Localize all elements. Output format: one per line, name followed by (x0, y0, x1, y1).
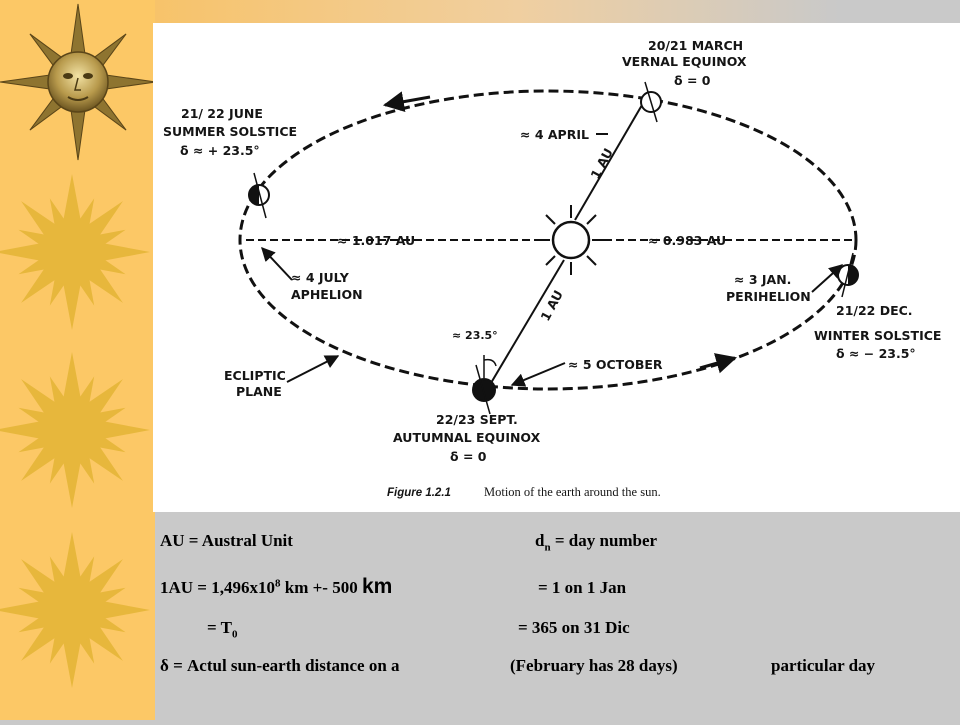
autumnal-date-label: 22/23 SEPT. (436, 412, 518, 427)
t0-subscript: 0 (231, 628, 238, 641)
summer-delta-label: δ ≈ + 23.5° (180, 143, 260, 158)
summer-name-label: SUMMER SOLSTICE (163, 124, 298, 139)
sun-icon (0, 508, 155, 712)
ecliptic-label: ECLIPTIC (224, 368, 286, 383)
vernal-date-label: 20/21 MARCH (648, 38, 744, 53)
plane-label: PLANE (236, 384, 282, 399)
perihelion-distance-label: ≈ 0.983 AU (648, 233, 727, 248)
delta-definition: δ = Actul sun-earth distance on a (160, 656, 400, 675)
sun-icon (0, 328, 155, 532)
au-value-prefix: 1AU = 1,496x10 (160, 578, 275, 597)
au-value-km: km (361, 575, 393, 598)
figure-caption-text: Motion of the earth around the sun. (484, 485, 661, 499)
february-note: (February has 28 days) (510, 656, 678, 675)
sun-icon (0, 150, 155, 354)
winter-name-label: WINTER SOLSTICE (814, 328, 942, 343)
ecliptic-arrow (287, 356, 338, 382)
jan-label: ≈ 3 JAN. (734, 272, 792, 287)
first-day-note: = 1 on 1 Jan (538, 578, 627, 597)
title-strip (155, 0, 960, 23)
autumnal-delta-label: δ = 0 (450, 449, 487, 464)
sun-decoration-sidebar (0, 0, 155, 720)
last-day-note: = 365 on 31 Dic (518, 618, 630, 637)
t0-prefix: = T (207, 618, 232, 637)
aphelion-label: APHELION (291, 287, 363, 302)
october-arrow (512, 363, 565, 385)
au-value (160, 575, 392, 599)
earth-orbit-figure (153, 23, 960, 512)
tilt-label: ≈ 23.5° (452, 329, 498, 342)
au-value-exponent: 8 (275, 577, 281, 590)
sun-face-icon (0, 0, 155, 178)
winter-date-label: 21/22 DEC. (836, 303, 913, 318)
vernal-name-label: VERNAL EQUINOX (622, 54, 747, 69)
t0-definition (207, 618, 237, 640)
dn-subscript: n (544, 541, 551, 554)
earth-autumnal-icon (473, 379, 495, 401)
autumnal-name-label: AUTUMNAL EQUINOX (393, 430, 541, 445)
au-up-label: 1 AU (587, 145, 616, 182)
au-definition: AU = Austral Unit (160, 531, 293, 550)
october-label: ≈ 5 OCTOBER (568, 357, 663, 372)
day-number-definition (535, 531, 657, 553)
particular-day-note: particular day (771, 656, 876, 675)
figure-caption-label: Figure 1.2.1 (387, 487, 451, 499)
april-label: ≈ 4 APRIL (520, 127, 589, 142)
winter-delta-label: δ ≈ − 23.5° (836, 346, 916, 361)
orbit-direction-arrow (700, 358, 735, 368)
au-value-middle: km +- 500 (280, 578, 362, 597)
perihelion-label: PERIHELION (726, 289, 811, 304)
vernal-delta-label: δ = 0 (674, 73, 711, 88)
perihelion-arrow (812, 265, 842, 292)
au-down-label: 1 AU (537, 287, 566, 324)
aphelion-distance-label: ≈ 1.017 AU (337, 233, 416, 248)
aphelion-arrow (262, 248, 292, 280)
dn-symbol: d (535, 531, 545, 550)
july-label: ≈ 4 JULY (291, 270, 349, 285)
dn-text: = day number (550, 531, 658, 550)
summer-date-label: 21/ 22 JUNE (181, 106, 263, 121)
